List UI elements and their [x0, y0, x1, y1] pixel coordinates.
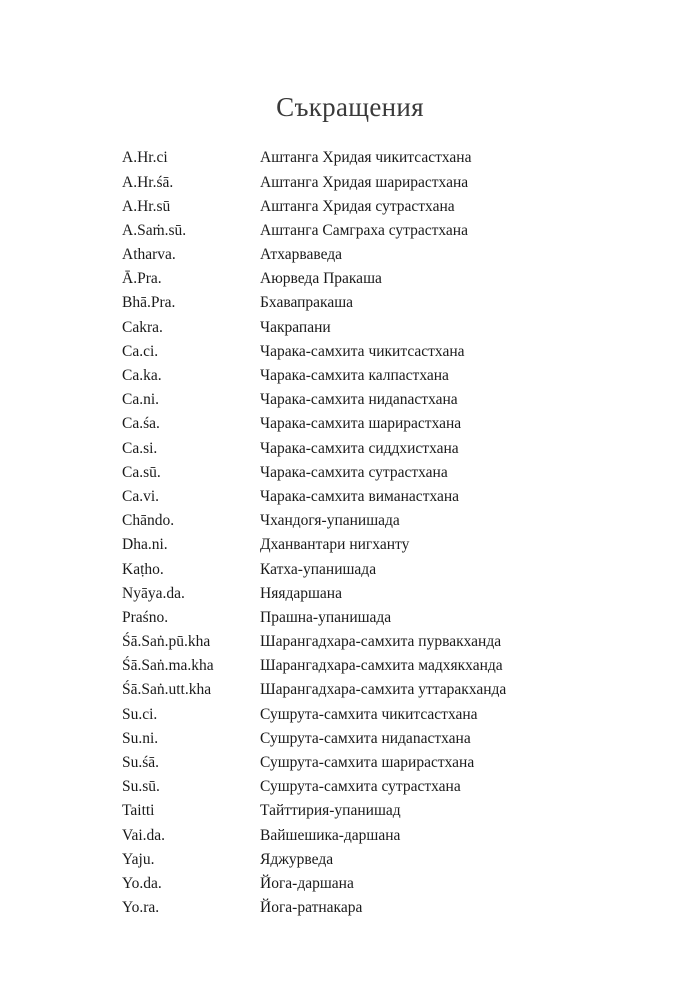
abbreviation-row	[122, 315, 602, 339]
page-title: Съкращения	[276, 92, 424, 122]
abbreviation-code: Atharva.	[122, 246, 176, 264]
abbreviation-code: Taitti	[122, 802, 155, 820]
abbreviation-meaning: Атхарваведа	[260, 246, 343, 264]
abbreviation-row	[122, 775, 602, 799]
abbreviation-row	[122, 460, 602, 484]
abbreviation-row	[122, 581, 602, 605]
abbreviation-row	[122, 194, 602, 218]
abbreviation-code: Su.ci.	[122, 705, 158, 723]
abbreviation-code: Ca.vi.	[122, 487, 160, 505]
abbreviation-row	[122, 364, 602, 388]
abbreviation-row	[122, 630, 602, 654]
abbreviation-meaning: Прашна-упанишада	[260, 608, 392, 626]
abbreviation-code: Su.ni.	[122, 729, 159, 747]
abbreviation-meaning: Бхавапракаша	[260, 294, 354, 312]
abbreviation-meaning: Дханвантари нигханту	[260, 536, 410, 554]
abbreviation-code: Śā.Saṅ.ma.kha	[122, 657, 214, 675]
abbreviation-code: Nyāya.da.	[122, 584, 185, 602]
abbreviation-row	[122, 727, 602, 751]
abbreviation-code: Śā.Saṅ.pū.kha	[122, 633, 211, 651]
abbreviation-row	[122, 243, 602, 267]
abbreviation-row	[122, 799, 602, 823]
abbreviation-code: Cakra.	[122, 318, 163, 336]
abbreviation-meaning: Сушрута-самхита шарирастхана	[260, 754, 475, 772]
abbreviation-meaning: Аштанга Хридая шарирастхана	[260, 173, 469, 191]
abbreviation-row	[122, 170, 602, 194]
abbreviation-code: Dha.ni.	[122, 536, 168, 554]
abbreviation-meaning: Аюрведа Пракаша	[260, 270, 382, 288]
abbreviation-meaning: Аштанга Самграха сутрастхана	[260, 221, 468, 239]
abbreviation-code: Ā.Pra.	[122, 270, 162, 288]
abbreviation-row	[122, 606, 602, 630]
abbreviation-row	[122, 896, 602, 920]
abbreviation-meaning: Сушрута-самхита нидanaстхана	[260, 729, 471, 747]
abbreviation-meaning: Чхандогя-упанишада	[260, 512, 400, 530]
abbreviation-meaning: Катха-упанишада	[260, 560, 377, 578]
abbreviations-list	[122, 146, 602, 920]
abbreviation-row	[122, 847, 602, 871]
abbreviation-meaning: Чарака-самхита сутрастхана	[260, 463, 448, 481]
abbreviation-code: Ca.sū.	[122, 463, 161, 481]
abbreviation-code: Yaju.	[122, 850, 155, 868]
abbreviation-code: Kaṭho.	[122, 560, 164, 578]
abbreviation-meaning: Чарака-самхита сиддхистхана	[260, 439, 459, 457]
abbreviation-row	[122, 654, 602, 678]
abbreviation-code: Yo.ra.	[122, 899, 160, 917]
abbreviation-code: A.Hr.sū	[122, 197, 171, 215]
abbreviation-row	[122, 485, 602, 509]
abbreviation-code: Ca.ka.	[122, 367, 162, 385]
abbreviation-meaning: Вайшешика-даршана	[260, 826, 401, 844]
abbreviation-row	[122, 146, 602, 170]
abbreviation-code: Chāndo.	[122, 512, 175, 530]
abbreviation-row	[122, 388, 602, 412]
abbreviation-row	[122, 219, 602, 243]
abbreviation-meaning: Шарангадхара-самхита уттаракханда	[260, 681, 507, 699]
abbreviation-meaning: Сушрута-самхита сутрастхана	[260, 778, 461, 796]
abbreviation-code: Ca.ci.	[122, 342, 159, 360]
abbreviation-code: Su.śā.	[122, 754, 160, 772]
abbreviation-row	[122, 751, 602, 775]
abbreviation-row	[122, 436, 602, 460]
abbreviation-meaning: Чарака-самхита виманастхана	[260, 487, 460, 505]
abbreviation-row	[122, 533, 602, 557]
abbreviation-row	[122, 702, 602, 726]
abbreviation-meaning: Сушрута-самхита чикитсастхана	[260, 705, 478, 723]
abbreviation-code: Śā.Saṅ.utt.kha	[122, 681, 212, 699]
abbreviation-code: Praśno.	[122, 608, 169, 626]
abbreviation-code: Su.sū.	[122, 778, 160, 796]
abbreviation-meaning: Тайттирия-упанишад	[260, 802, 401, 820]
abbreviation-code: Ca.ni.	[122, 391, 160, 409]
abbreviation-code: A.Saṁ.sū.	[122, 221, 187, 239]
abbreviation-meaning: Чакрапани	[260, 318, 331, 336]
abbreviation-row	[122, 267, 602, 291]
abbreviation-meaning: Чарака-самхита калпастхана	[260, 367, 449, 385]
abbreviation-code: A.Hr.śā.	[122, 173, 174, 191]
abbreviation-code: Ca.si.	[122, 439, 158, 457]
abbreviation-row	[122, 557, 602, 581]
abbreviation-meaning: Шарангадхара-самхита пурвакханда	[260, 633, 502, 651]
abbreviation-row	[122, 291, 602, 315]
abbreviation-row	[122, 872, 602, 896]
abbreviation-row	[122, 412, 602, 436]
abbreviation-row	[122, 340, 602, 364]
abbreviation-row	[122, 509, 602, 533]
abbreviation-meaning: Аштанга Хридая чикитсастхана	[260, 149, 472, 167]
abbreviation-meaning: Шарангадхара-самхита мадхякханда	[260, 657, 503, 675]
abbreviation-meaning: Чарака-самхита чикитсастхана	[260, 342, 465, 360]
abbreviation-meaning: Чарака-самхита нидanaстхана	[260, 391, 458, 409]
abbreviation-code: Vai.da.	[122, 826, 166, 844]
abbreviation-meaning: Аштанга Хридая сутрастхана	[260, 197, 455, 215]
abbreviation-meaning: Яджурведа	[260, 850, 334, 868]
abbreviation-meaning: Йога-даршана	[260, 874, 354, 892]
abbreviation-row	[122, 823, 602, 847]
abbreviation-code: Ca.śa.	[122, 415, 160, 433]
abbreviation-meaning: Йога-ратнакара	[260, 899, 363, 917]
abbreviation-code: Bhā.Pra.	[122, 294, 176, 312]
abbreviation-meaning: Чарака-самхита шарирастхана	[260, 415, 462, 433]
abbreviation-meaning: Няядаршана	[260, 584, 342, 602]
abbreviation-row	[122, 678, 602, 702]
abbreviation-code: Yo.da.	[122, 874, 162, 892]
abbreviation-code: A.Hr.ci	[122, 149, 168, 167]
